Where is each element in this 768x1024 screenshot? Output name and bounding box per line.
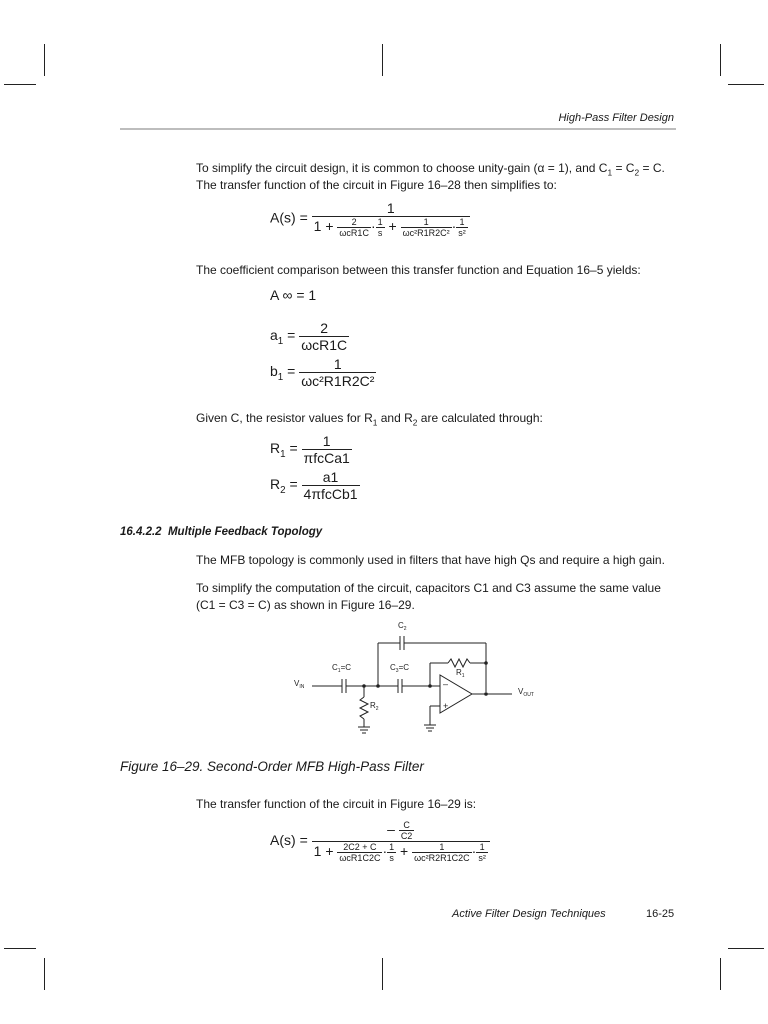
paragraph-6: The transfer function of the circuit in Figure 16–29 is:: [196, 797, 477, 811]
crop-mark: [382, 44, 383, 76]
label-vout: $V_{OUT}$: [518, 687, 534, 698]
header-rule: [120, 128, 676, 130]
crop-mark: [720, 44, 721, 76]
crop-mark: [728, 84, 764, 85]
running-header: High-Pass Filter Design: [558, 112, 674, 124]
paragraph-3: Given C, the resistor values for $R_1$ and $R_2$ are calculated through:: [196, 411, 543, 428]
equation-transfer-mfb: A(s) = – $\frac{C}{C2}$ 1 + $\frac{2C2 + C}{\text{ωcR1C2C}}$ · $\frac{1}{s}$ + $\frac{1}{\text{ωc²R2R1C2C}}$ · $\frac{1}{\text{s²}}$: [270, 820, 490, 863]
footer-chapter: Active Filter Design Techniques: [452, 908, 606, 920]
paragraph-4: The MFB topology is commonly used in filters that have high Qs and require a high gain.: [196, 553, 665, 567]
crop-mark: [728, 948, 764, 949]
crop-mark: [720, 958, 721, 990]
crop-mark: [44, 44, 45, 76]
crop-mark: [382, 958, 383, 990]
label-plus: +: [443, 701, 449, 711]
label-vin: $V_{IN}$: [294, 679, 305, 690]
equation-a-infinity: A ∞ = 1: [270, 287, 317, 303]
mfb-circuit-diagram: [280, 615, 580, 745]
label-c3: $C_3=C$: [390, 663, 410, 674]
label-minus: –: [443, 679, 449, 689]
equation-r2: $R_2$ = $\frac{a1}{\text{4πfcCb1}}$: [270, 469, 358, 502]
equation-a1: $a_1$ = $\frac{2}{\text{ωcR1C}}$: [270, 320, 348, 353]
footer-page-number: 16-25: [646, 908, 675, 920]
crop-mark: [4, 948, 36, 949]
crop-mark: [4, 84, 36, 85]
crop-mark: [44, 958, 45, 990]
label-r2: $R_2$: [370, 701, 379, 712]
equation-transfer-unity: A(s) = 1 1 + $\frac{2}{\text{ωcR1C}}$ · $\frac{1}{s}$ + $\frac{1}{\text{ωc²R1R2C²}}$ · $\frac{1}{\text{s²}}$: [270, 200, 470, 238]
label-r1: $R_1$: [456, 668, 465, 679]
section-heading: 16.4.2.2 Multiple Feedback Topology: [120, 526, 323, 538]
label-c2: $C_2$: [398, 621, 407, 632]
equation-b1: $b_1$ = $\frac{1}{\text{ωc²R1R2C²}}$: [270, 356, 375, 389]
label-c1: $C_1=C$: [332, 663, 352, 674]
figure-caption: Figure 16–29. Second-Order MFB High-Pass Filter: [120, 759, 424, 774]
paragraph-2: The coefficient comparison between this transfer function and Equation 16–5 yields:: [196, 263, 641, 277]
paragraph-1: To simplify the circuit design, it is common to choose unity-gain (α = 1), and $C_1 = C_2 = C$. The transfer function of the circuit in Figure 16–28 then simplifies to:: [196, 161, 665, 192]
paragraph-5: To simplify the computation of the circuit, capacitors C1 and C3 assume the same value (C1 = C3 = C) as shown in Figure 16–29.: [196, 581, 661, 612]
equation-r1: $R_1$ = $\frac{1}{\text{πfcCa1}}$: [270, 433, 350, 466]
